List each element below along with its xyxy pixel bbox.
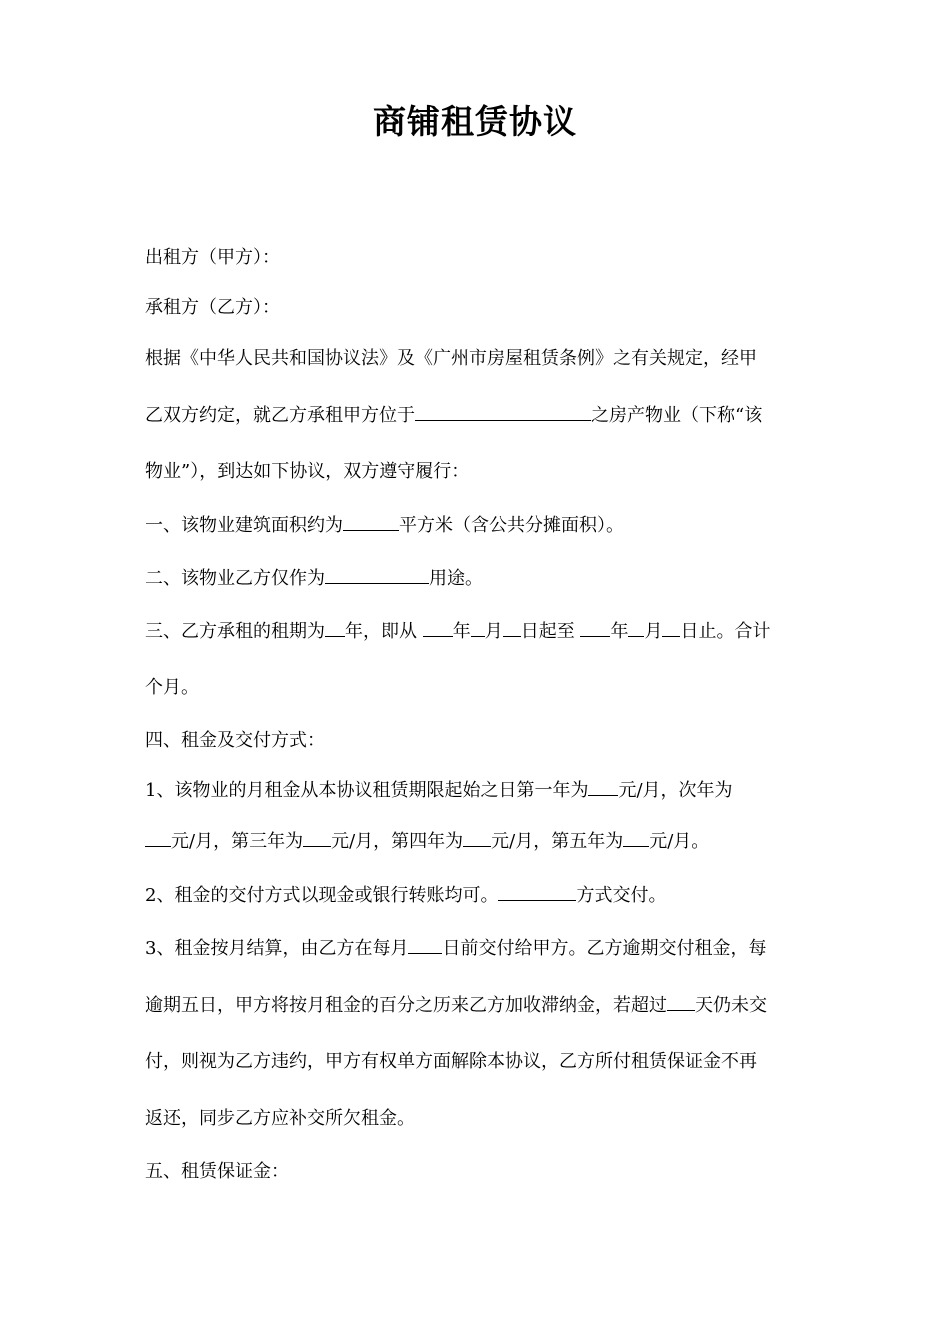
clause-4-3-line-1: 3、租金按月结算，由乙方在每月 日前交付给甲方。乙方逾期交付租金，每 xyxy=(145,935,825,962)
clause-4-1-line: 1、该物业的月租金从本协议租赁期限起始之日第一年为 元/月，次年为 xyxy=(145,777,825,804)
term-years-blank xyxy=(325,618,345,637)
start-day-blank xyxy=(503,618,521,637)
overdue-days-blank xyxy=(667,992,695,1011)
clause-4-heading: 四、租金及交付方式： xyxy=(145,730,325,751)
clause-4-3-line-2: 逾期五日，甲方将按月租金的百分之历来乙方加收滞纳金，若超过 天仍未交 xyxy=(145,992,825,1019)
clause-3-line: 三、乙方承租的租期为 年，即从 年 月 日起至 年 月 日止。合计 xyxy=(145,618,825,645)
area-blank xyxy=(343,512,399,531)
preamble-line-3: 物业”），到达如下协议，双方遵守履行： xyxy=(145,461,470,482)
clause-4-3-line-3: 付，则视为乙方违约，甲方有权单方面解除本协议，乙方所付租赁保证金不再 xyxy=(145,1051,757,1072)
end-month-blank xyxy=(628,618,644,637)
usage-blank xyxy=(325,565,429,584)
lessee-line: 承租方（乙方）： xyxy=(145,297,280,318)
clause-2-line: 二、该物业乙方仅作为 用途。 xyxy=(145,565,825,592)
payment-method-blank xyxy=(498,882,576,901)
payment-day-blank xyxy=(408,935,442,954)
clause-5-heading: 五、租赁保证金： xyxy=(145,1161,289,1182)
lessor-line: 出租方（甲方）： xyxy=(145,247,280,268)
clause-1-line: 一、该物业建筑面积约为 平方米（含公共分摊面积）。 xyxy=(145,512,825,539)
start-year-blank xyxy=(423,618,453,637)
clause-4-1-line-2: 元/月，第三年为 元/月，第四年为 元/月，第五年为 元/月。 xyxy=(145,828,825,855)
end-day-blank xyxy=(662,618,680,637)
document-title: 商铺租赁协议 xyxy=(373,102,577,141)
clause-4-3-line-4: 返还，同步乙方应补交所欠租金。 xyxy=(145,1108,415,1129)
preamble-line-2: 乙双方约定，就乙方承租甲方位于 之房产物业（下称“该 xyxy=(145,402,825,429)
rent-year2-blank xyxy=(145,828,171,847)
start-month-blank xyxy=(471,618,485,637)
end-year-blank xyxy=(580,618,610,637)
clause-4-2-line: 2、租金的交付方式以现金或银行转账均可。 方式交付。 xyxy=(145,882,825,909)
preamble-line-1: 根据《中华人民共和国协议法》及《广州市房屋租赁条例》之有关规定，经甲 xyxy=(145,348,757,369)
rent-year1-blank xyxy=(588,777,618,796)
property-location-blank xyxy=(415,402,591,421)
rent-year5-blank xyxy=(623,828,649,847)
rent-year4-blank xyxy=(463,828,491,847)
clause-3-line-2: 个月。 xyxy=(145,677,199,698)
rent-year3-blank xyxy=(303,828,331,847)
